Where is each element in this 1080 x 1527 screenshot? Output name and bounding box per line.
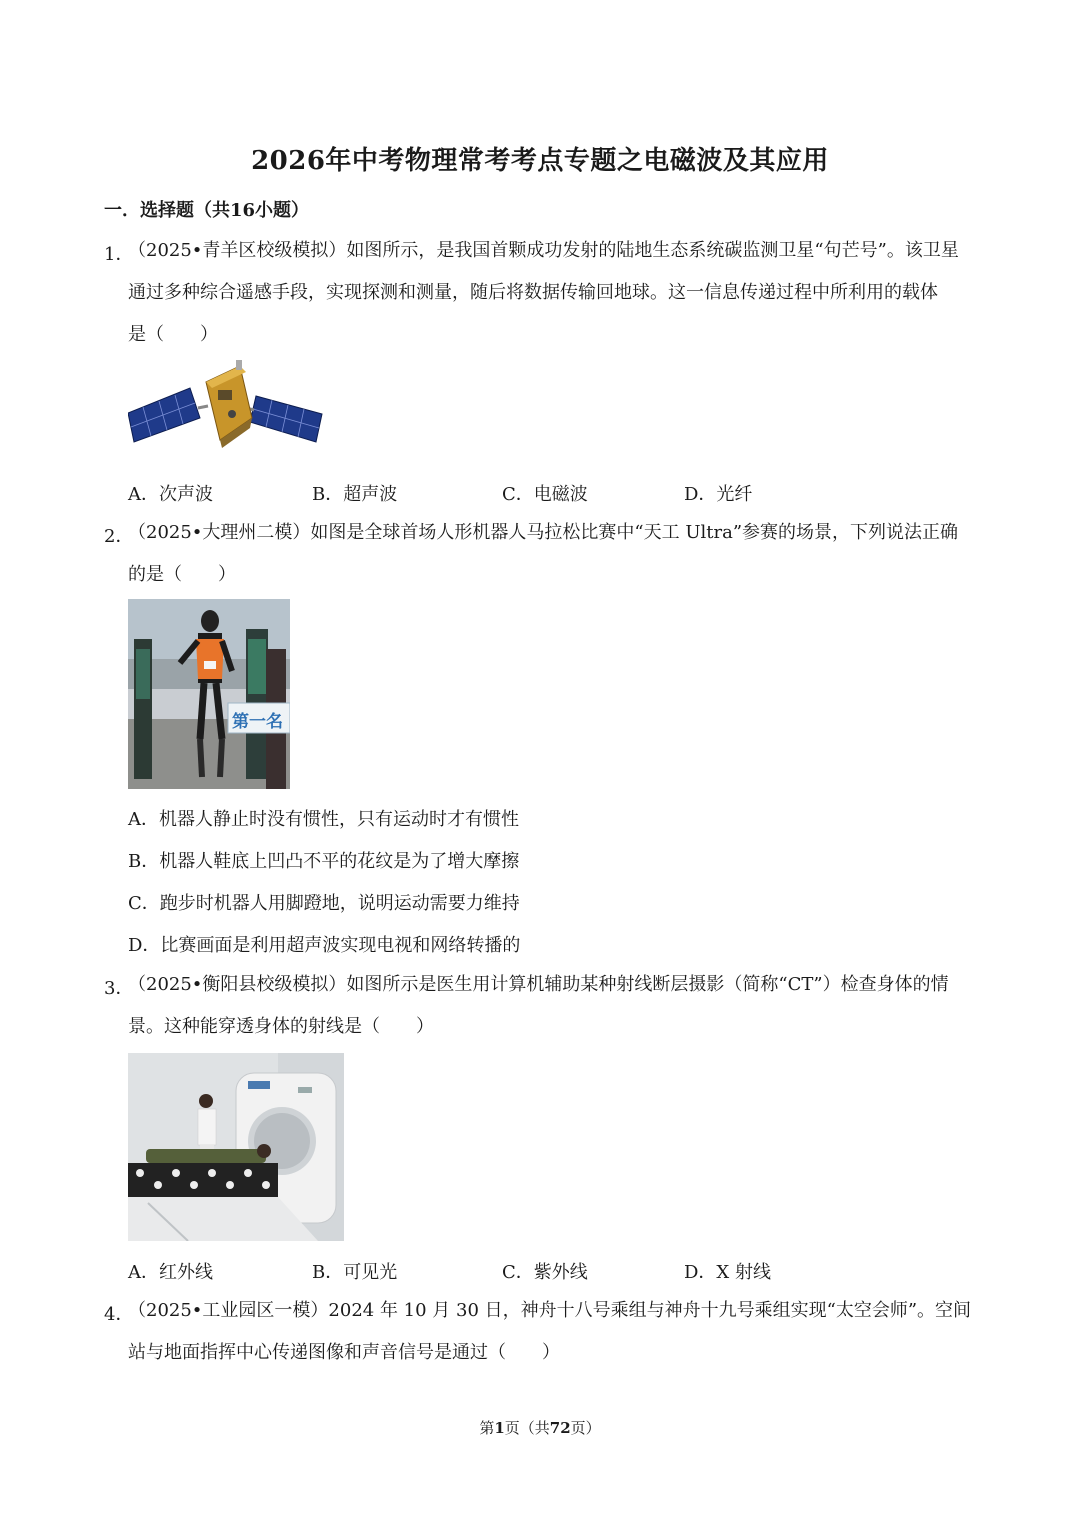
question-3-line-1: （2025•衡阳县校级模拟）如图所示是医生用计算机辅助某种射线断层摄影（简称“CT”）检查身体的情 <box>128 974 949 995</box>
question-2-option-c: C．跑步时机器人用脚蹬地，说明运动需要力维持 <box>128 893 520 914</box>
question-2-line-1: （2025•大理州二模）如图是全球首场人形机器人马拉松比赛中“天工 Ultra”参赛的场景，下列说法正确 <box>128 522 959 543</box>
question-2-number: 2． <box>104 526 134 547</box>
question-1-line-2: 通过多种综合遥感手段，实现探测和测量，随后将数据传输回地球。这一信息传递过程中所利用的载体 <box>128 282 938 303</box>
ct-scan-image <box>128 1053 344 1241</box>
banner-text: 第一名 <box>232 712 283 732</box>
question-3-option-b: B．可见光 <box>312 1262 398 1283</box>
question-2-option-b: B．机器人鞋底上凹凸不平的花纹是为了增大摩擦 <box>128 851 520 872</box>
question-3-option-a: A．红外线 <box>128 1262 213 1283</box>
question-2-line-2: 的是（ ） <box>128 564 236 585</box>
question-4-number: 4． <box>104 1304 134 1325</box>
question-2-option-d: D．比赛画面是利用超声波实现电视和网络转播的 <box>128 935 521 956</box>
question-1-option-d: D．光纤 <box>684 484 753 505</box>
footer-suffix: 页） <box>570 1419 601 1437</box>
question-2-option-a: A．机器人静止时没有惯性，只有运动时才有惯性 <box>128 809 519 830</box>
question-4-line-2: 站与地面指挥中心传递图像和声音信号是通过（ ） <box>128 1342 560 1363</box>
footer-total-pages: 72 <box>549 1419 571 1437</box>
question-1-option-a: A．次声波 <box>128 484 213 505</box>
footer-mid: 页（共 <box>504 1419 550 1437</box>
question-1-option-b: B．超声波 <box>312 484 398 505</box>
question-3-number: 3． <box>104 978 134 999</box>
footer-prefix: 第 <box>479 1419 495 1437</box>
question-1-option-c: C．电磁波 <box>502 484 588 505</box>
satellite-image <box>128 358 328 458</box>
page-title: 2026年中考物理常考考点专题之电磁波及其应用 <box>251 146 829 176</box>
robot-marathon-image <box>128 599 290 789</box>
question-1-number: 1． <box>104 244 134 265</box>
footer-page-number: 1 <box>494 1419 505 1437</box>
section-heading: 一．选择题（共16小题） <box>104 200 310 221</box>
question-3-option-c: C．紫外线 <box>502 1262 588 1283</box>
question-1-line-3: 是（ ） <box>128 324 218 345</box>
page-footer <box>0 1417 1080 1438</box>
question-3-line-2: 景。这种能穿透身体的射线是（ ） <box>128 1016 434 1037</box>
question-4-line-1: （2025•工业园区一模）2024 年 10 月 30 日，神舟十八号乘组与神舟十九号乘组实现“太空会师”。空间 <box>128 1300 972 1321</box>
question-1-line-1: （2025•青羊区校级模拟）如图所示，是我国首颗成功发射的陆地生态系统碳监测卫星“句芒号”。该卫星 <box>128 240 959 261</box>
question-3-option-d: D．X 射线 <box>684 1262 771 1283</box>
